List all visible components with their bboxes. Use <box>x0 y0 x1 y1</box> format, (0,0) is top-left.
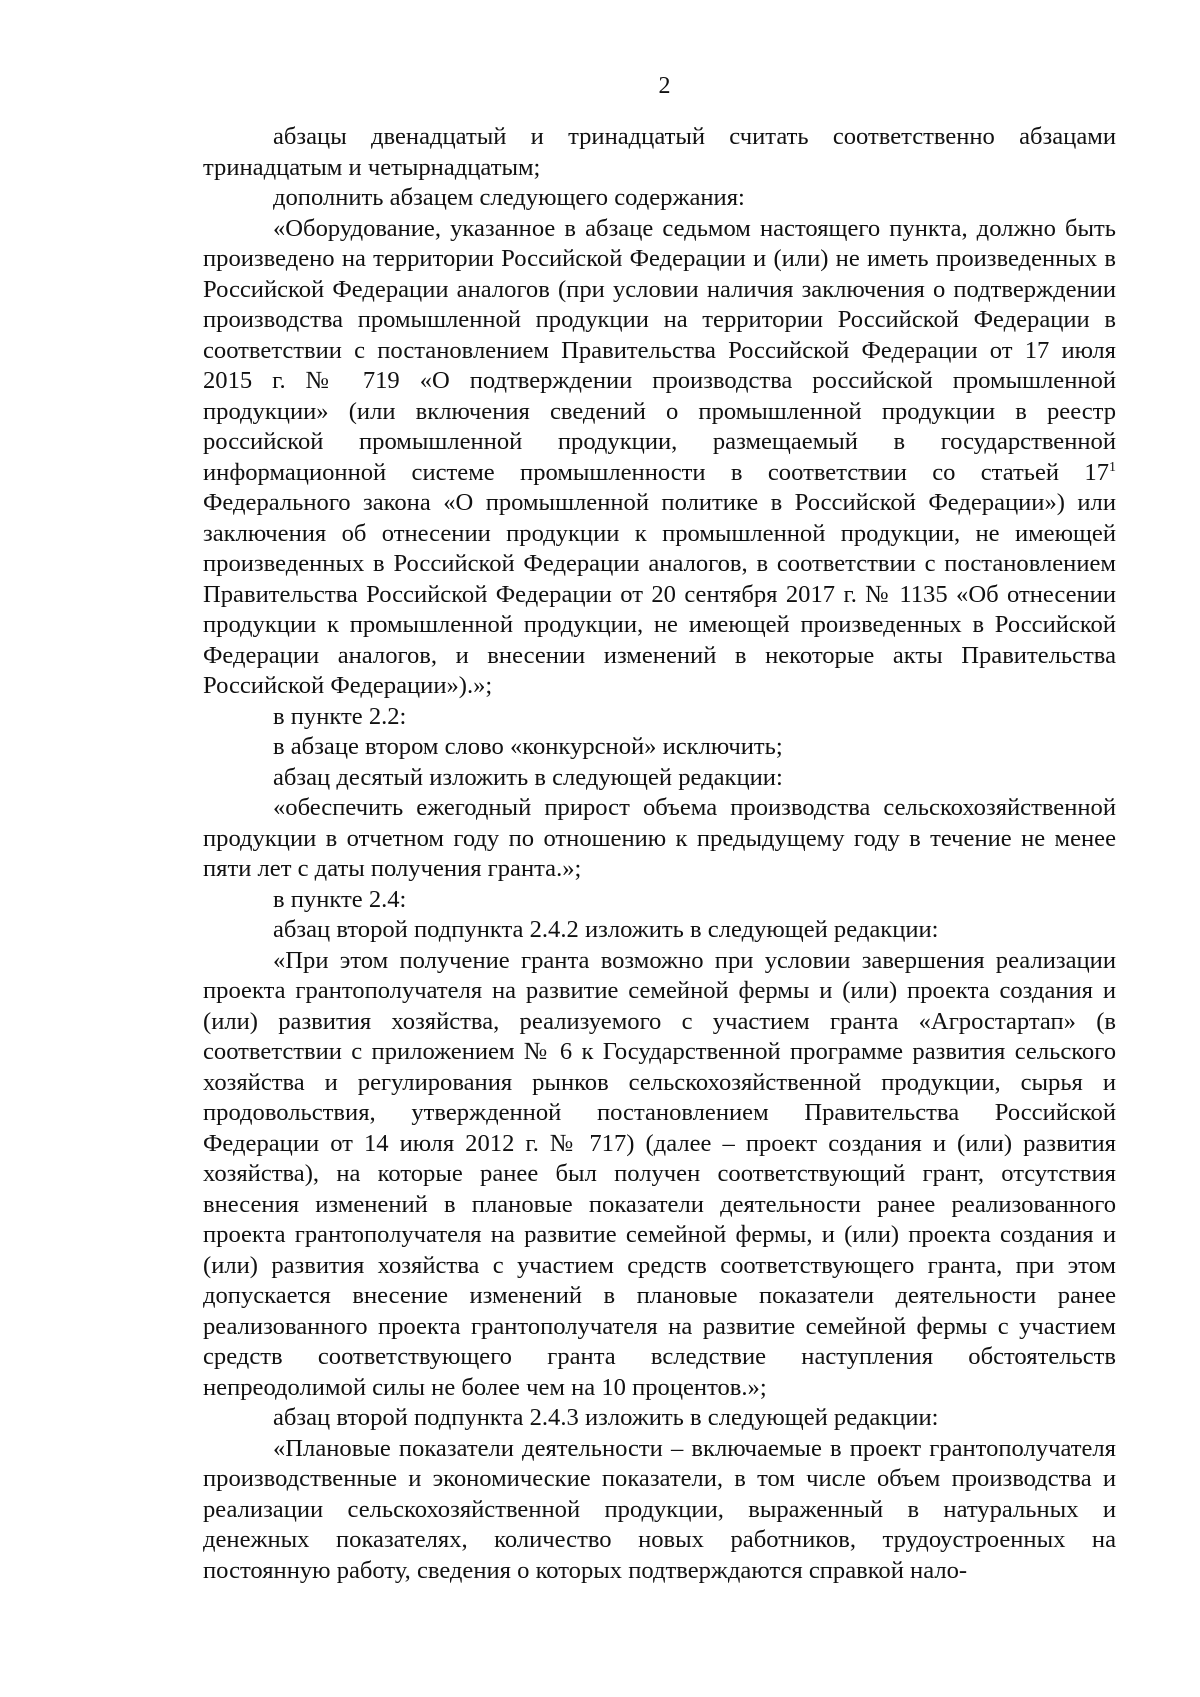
paragraph <box>203 214 1116 702</box>
paragraph: абзац второй подпункта 2.4.2 изложить в следующей редакции: <box>273 916 939 943</box>
document-body <box>203 122 1116 1586</box>
paragraph: «При этом получение гранта возможно при условии завершения реализации проекта грантополучателя на развитие семейной фермы и (или) проекта создания и (или) развития хозяйства, реализуемого с участием гранта «Агростартап» (в соответствии с приложением № 6 к Государственной программе развития сельского хозяйства и регулирования рынков сельскохозяйственной продукции, сырья и продовольствия, утвержденной постановлением Правительства Российской Федерации от 14 июля 2012 г. № 717) (далее – проект создания и (или) развития хозяйства), на которые ранее был получен соответствующий грант, отсутствия внесения изменений в плановые показатели деятельности ранее реализованного проекта грантополучателя на развитие семейной фермы, и (или) проекта создания и (или) развития хозяйства с участием средств соответствующего гранта, при этом допускается внесение изменений в плановые показатели деятельности ранее реализованного проекта грантополучателя на развитие семейной фермы с участием средств соответствующего гранта вследствие наступления обстоятельств непреодолимой силы не более чем на 10 процентов.»; <box>203 946 1116 1401</box>
paragraph-text: «Оборудование, указанное в абзаце седьмом настоящего пункта, должно быть произведено на территории Российской Федерации и (или) не иметь произведенных в Российской Федерации аналогов (при условии наличия заключения о подтверждении производства промышленной продукции на территории Российской Федерации в соответствии с постановлением Правительства Российской Федерации от 17 июля 2015 г. № 719 «О подтверждении производства российской промышленной продукции» (или включения сведений о промышленной продукции в реестр российской промышленной продукции, размещаемый в государственной информационной системе промышленности в соответствии со статьей 17 <box>203 214 1116 486</box>
paragraph: в абзаце втором слово «конкурсной» исключить; <box>273 733 783 760</box>
paragraph: «Плановые показатели деятельности – включаемые в проект грантополучателя производственные и экономические показатели, в том числе объем производства и реализации сельскохозяйственной продукции, выраженный в натуральных и денежных показателях, количество новых работников, трудоустроенных на постоянную работу, сведения о которых подтверждаются справкой нало- <box>203 1434 1116 1584</box>
paragraph: в пункте 2.4: <box>273 885 407 913</box>
paragraph: «обеспечить ежегодный прирост объема производства сельскохозяйственной продукции в отчетном году по отношению к предыдущему году в течение не менее пяти лет с даты получения гранта.»; <box>203 794 1116 882</box>
paragraph: дополнить абзацем следующего содержания: <box>273 184 745 211</box>
paragraph: в пункте 2.2: <box>273 702 407 730</box>
paragraph: абзац десятый изложить в следующей редакции: <box>273 763 783 791</box>
page-number: 2 <box>658 73 671 99</box>
paragraph: абзацы двенадцатый и тринадцатый считать соответственно абзацами тринадцатым и четырнадцатым; <box>203 123 1116 181</box>
paragraph: абзац второй подпункта 2.4.3 изложить в следующей редакции: <box>273 1404 939 1431</box>
superscript: 1 <box>1109 459 1116 475</box>
paragraph-text-continued: Федерального закона «О промышленной политике в Российской Федерации») или заключения об отнесении продукции к промышленной продукции, не имеющей произведенных в Российской Федерации аналогов, в соответствии с постановлением Правительства Российской Федерации от 20 сентября 2017 г. № 1135 «Об отнесении продукции к промышленной продукции, не имеющей произведенных в Российской Федерации аналогов, и внесении изменений в некоторые акты Правительства Российской Федерации»).»; <box>203 489 1116 699</box>
